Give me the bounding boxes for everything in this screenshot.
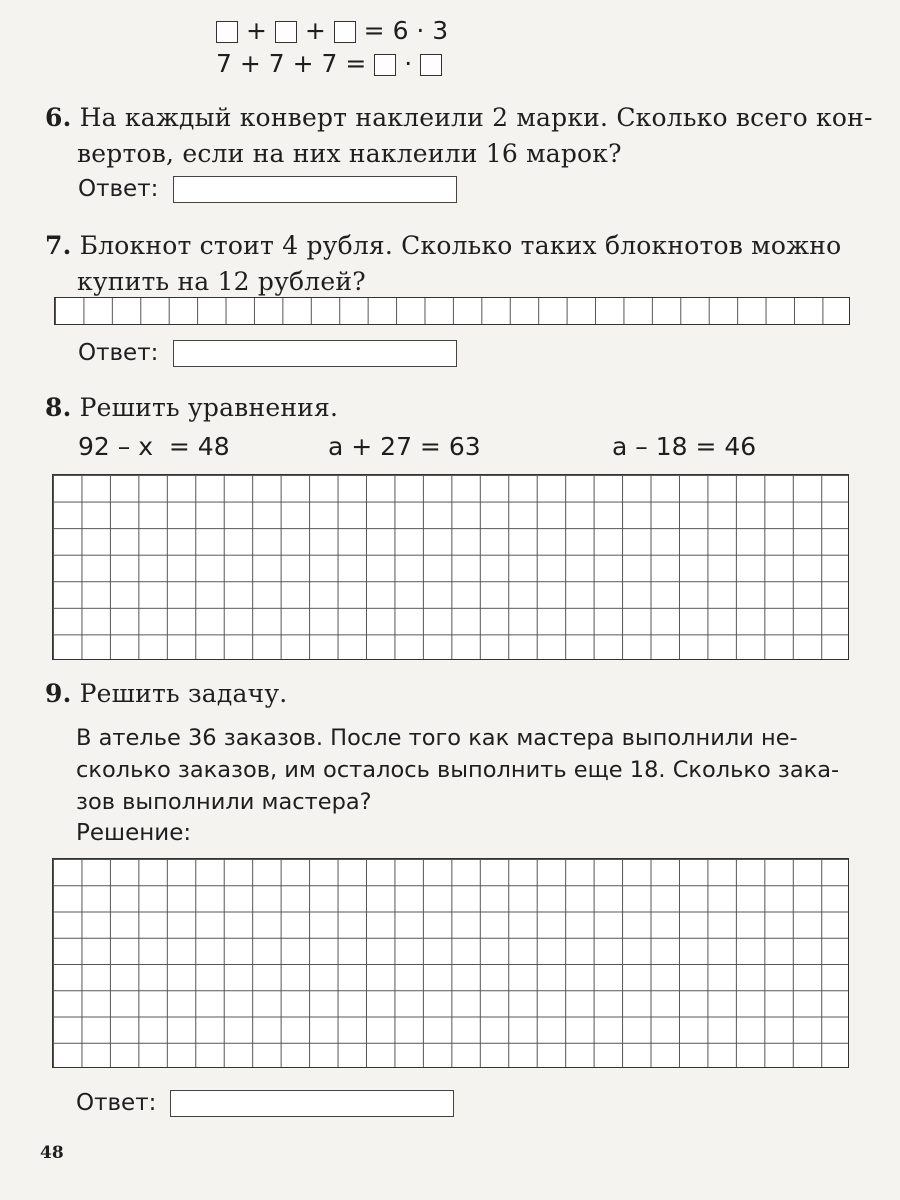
task-7 (45, 228, 875, 300)
task-6 (45, 100, 875, 172)
solution-grid[interactable] (52, 858, 849, 1068)
page-number: 48 (40, 1143, 64, 1163)
solution-label: Решение: (76, 820, 192, 846)
task-title: Решить уравнения. (79, 393, 339, 422)
task-8 (45, 390, 338, 426)
task-text-line: В ателье 36 заказов. После того как мастера выполнили не- (76, 725, 798, 751)
solution-grid[interactable] (52, 474, 849, 660)
task-text-line: вертов, если на них наклеили 16 марок? (77, 139, 622, 168)
task-text-line: На каждый конверт наклеили 2 марки. Сколько всего кон- (79, 103, 873, 132)
answer-field[interactable] (173, 176, 457, 203)
task-number: 9. (45, 679, 72, 708)
answer-cell[interactable] (216, 21, 238, 43)
task-text-line: Блокнот стоит 4 рубля. Сколько таких блокнотов можно (79, 231, 842, 260)
plus-sign: + (304, 16, 326, 45)
task-9-text (76, 722, 876, 818)
equation-2: a + 27 = 63 (328, 432, 481, 461)
equation-3: a – 18 = 46 (612, 432, 757, 461)
answer-field[interactable] (170, 1090, 454, 1117)
answer-cell[interactable] (275, 21, 297, 43)
top-equation-line-1 (216, 14, 448, 48)
equation-rhs: = 6 · 3 (363, 16, 449, 45)
answer-cell[interactable] (374, 54, 396, 76)
answer-label: Ответ: (76, 1090, 157, 1116)
answer-cell[interactable] (334, 21, 356, 43)
task-title: Решить задачу. (79, 679, 288, 708)
task-number: 6. (45, 103, 72, 132)
task-text-line: сколько заказов, им осталось выполнить еще 18. Сколько зака- (76, 757, 840, 783)
task-9 (45, 676, 287, 712)
top-equation-line-2 (216, 47, 442, 81)
answer-label: Ответ: (78, 176, 159, 202)
answer-label: Ответ: (78, 340, 159, 366)
solution-cell-row[interactable] (54, 297, 850, 325)
answer-field[interactable] (173, 340, 457, 367)
task-text-line: зов выполнили мастера? (76, 789, 372, 815)
multiply-sign: · (404, 49, 413, 78)
equation-lhs: 7 + 7 + 7 = (216, 49, 367, 78)
task-number: 8. (45, 393, 72, 422)
task-number: 7. (45, 231, 72, 260)
equation-1: 92 – x = 48 (78, 432, 230, 461)
answer-cell[interactable] (420, 54, 442, 76)
task-text-line: купить на 12 рублей? (77, 267, 366, 296)
plus-sign: + (245, 16, 267, 45)
